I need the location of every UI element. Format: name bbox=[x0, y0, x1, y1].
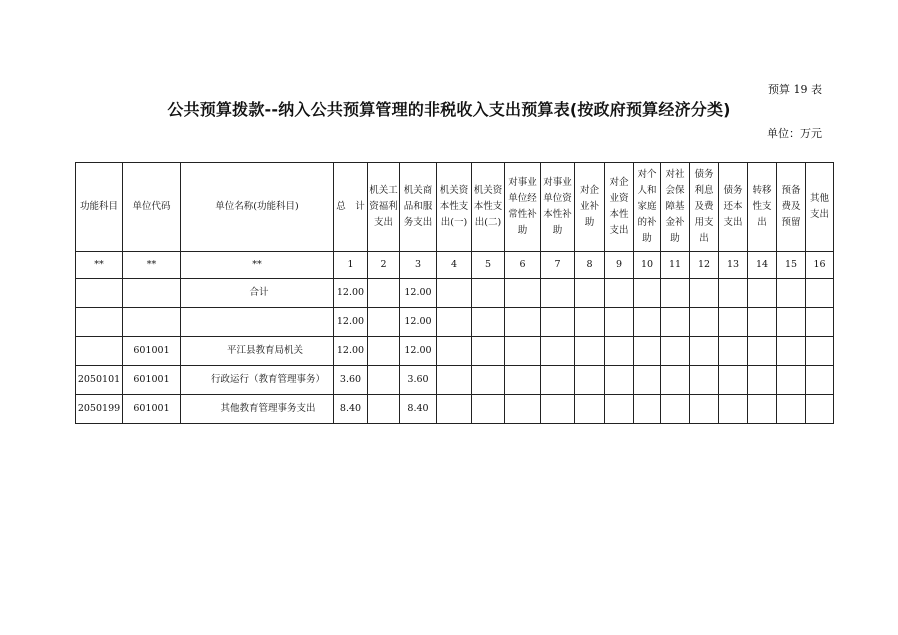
func-code-cell: 2050101 bbox=[76, 366, 123, 395]
value-cell bbox=[777, 366, 806, 395]
unit-name-cell bbox=[181, 308, 334, 337]
column-number: 2 bbox=[368, 252, 400, 279]
total-cell: 8.40 bbox=[334, 395, 368, 424]
value-cell bbox=[605, 279, 634, 308]
value-cell bbox=[661, 395, 690, 424]
subheader-row bbox=[76, 252, 834, 279]
page-title: 公共预算拨款--纳入公共预算管理的非税收入支出预算表(按政府预算经济分类) bbox=[167, 100, 731, 119]
value-cell bbox=[368, 279, 400, 308]
value-cell bbox=[472, 337, 505, 366]
value-cell bbox=[368, 337, 400, 366]
column-number: 16 bbox=[806, 252, 834, 279]
func-code-cell bbox=[76, 337, 123, 366]
value-cell bbox=[368, 395, 400, 424]
header-col: 机关资本性支出(二) bbox=[472, 163, 505, 252]
value-cell bbox=[806, 308, 834, 337]
value-cell bbox=[634, 337, 661, 366]
unit-code-cell: 601001 bbox=[123, 366, 181, 395]
header-col: 机关工资福利支出 bbox=[368, 163, 400, 252]
value-cell bbox=[748, 366, 777, 395]
column-number: 6 bbox=[505, 252, 541, 279]
func-code-cell bbox=[76, 308, 123, 337]
value-cell bbox=[719, 337, 748, 366]
value-cell bbox=[661, 366, 690, 395]
unit-code-cell bbox=[123, 308, 181, 337]
value-cell bbox=[541, 279, 575, 308]
value-cell bbox=[634, 366, 661, 395]
value-cell bbox=[634, 308, 661, 337]
column-number: 13 bbox=[719, 252, 748, 279]
table-row bbox=[76, 337, 834, 366]
header-col: 对事业单位经常性补助 bbox=[505, 163, 541, 252]
unit-name-cell: 行政运行（教育管理事务） bbox=[181, 366, 334, 395]
value-cell bbox=[748, 395, 777, 424]
subheader-cell: ** bbox=[181, 252, 334, 279]
value-cell bbox=[661, 337, 690, 366]
column-number: 9 bbox=[605, 252, 634, 279]
value-cell bbox=[575, 308, 605, 337]
table-row-total bbox=[76, 279, 834, 308]
value-cell bbox=[368, 308, 400, 337]
value-cell bbox=[690, 279, 719, 308]
column-number: 5 bbox=[472, 252, 505, 279]
value-cell bbox=[719, 279, 748, 308]
subheader-cell: ** bbox=[76, 252, 123, 279]
value-cell bbox=[605, 395, 634, 424]
value-cell bbox=[806, 395, 834, 424]
value-cell bbox=[541, 308, 575, 337]
value-cell bbox=[505, 308, 541, 337]
value-cell bbox=[437, 308, 472, 337]
value-cell bbox=[661, 279, 690, 308]
value-cell bbox=[690, 337, 719, 366]
column-number: 1 bbox=[334, 252, 368, 279]
func-code-cell: 2050199 bbox=[76, 395, 123, 424]
value-cell bbox=[605, 308, 634, 337]
value-cell bbox=[575, 337, 605, 366]
table-number: 预算 19 表 bbox=[768, 83, 822, 96]
header-col: 预备费及预留 bbox=[777, 163, 806, 252]
column-number: 10 bbox=[634, 252, 661, 279]
header-col: 机关商品和服务支出 bbox=[400, 163, 437, 252]
column-number: 7 bbox=[541, 252, 575, 279]
value-cell bbox=[472, 279, 505, 308]
header-unit-code: 单位代码 bbox=[123, 163, 181, 252]
func-code-cell bbox=[76, 279, 123, 308]
total-cell: 3.60 bbox=[334, 366, 368, 395]
value-cell bbox=[806, 366, 834, 395]
unit-code-cell bbox=[123, 279, 181, 308]
value-cell: 12.00 bbox=[400, 279, 437, 308]
value-cell bbox=[505, 366, 541, 395]
value-cell bbox=[634, 395, 661, 424]
unit-code-cell: 601001 bbox=[123, 395, 181, 424]
header-col: 债务利息及费用支出 bbox=[690, 163, 719, 252]
value-cell bbox=[605, 366, 634, 395]
value-cell bbox=[575, 395, 605, 424]
header-col: 对企业补助 bbox=[575, 163, 605, 252]
value-cell: 8.40 bbox=[400, 395, 437, 424]
value-cell bbox=[541, 366, 575, 395]
table-row bbox=[76, 308, 834, 337]
value-cell bbox=[437, 279, 472, 308]
header-unit-name: 单位名称(功能科目) bbox=[181, 163, 334, 252]
header-col: 其他支出 bbox=[806, 163, 834, 252]
header-func-code: 功能科目 bbox=[76, 163, 123, 252]
value-cell bbox=[748, 308, 777, 337]
header-col: 对事业单位资本性补助 bbox=[541, 163, 575, 252]
unit-code-cell: 601001 bbox=[123, 337, 181, 366]
value-cell bbox=[505, 395, 541, 424]
unit-name-cell: 平江县教育局机关 bbox=[181, 337, 334, 366]
unit-name-cell: 合计 bbox=[181, 279, 334, 308]
value-cell bbox=[575, 279, 605, 308]
value-cell bbox=[541, 337, 575, 366]
subheader-cell: ** bbox=[123, 252, 181, 279]
value-cell bbox=[806, 337, 834, 366]
value-cell: 3.60 bbox=[400, 366, 437, 395]
column-number: 12 bbox=[690, 252, 719, 279]
table-row bbox=[76, 366, 834, 395]
column-number: 4 bbox=[437, 252, 472, 279]
header-col: 对企业资本性支出 bbox=[605, 163, 634, 252]
value-cell bbox=[748, 279, 777, 308]
header-row bbox=[76, 163, 834, 252]
header-col: 转移性支出 bbox=[748, 163, 777, 252]
value-cell bbox=[719, 395, 748, 424]
total-cell: 12.00 bbox=[334, 337, 368, 366]
header-col: 对社会保障基金补助 bbox=[661, 163, 690, 252]
unit-label: 单位：万元 bbox=[767, 127, 822, 140]
value-cell bbox=[605, 337, 634, 366]
budget-table bbox=[75, 162, 834, 424]
column-number: 15 bbox=[777, 252, 806, 279]
value-cell bbox=[719, 308, 748, 337]
value-cell bbox=[368, 366, 400, 395]
value-cell bbox=[472, 395, 505, 424]
value-cell bbox=[719, 366, 748, 395]
header-col: 机关资本性支出(一) bbox=[437, 163, 472, 252]
value-cell bbox=[437, 366, 472, 395]
value-cell bbox=[777, 395, 806, 424]
value-cell bbox=[505, 337, 541, 366]
column-number: 14 bbox=[748, 252, 777, 279]
value-cell bbox=[690, 395, 719, 424]
unit-name-cell: 其他教育管理事务支出 bbox=[181, 395, 334, 424]
total-cell: 12.00 bbox=[334, 279, 368, 308]
value-cell bbox=[541, 395, 575, 424]
value-cell bbox=[690, 366, 719, 395]
value-cell bbox=[777, 308, 806, 337]
total-cell: 12.00 bbox=[334, 308, 368, 337]
column-number: 11 bbox=[661, 252, 690, 279]
value-cell bbox=[661, 308, 690, 337]
header-col: 债务还本支出 bbox=[719, 163, 748, 252]
table-row bbox=[76, 395, 834, 424]
value-cell bbox=[575, 366, 605, 395]
value-cell bbox=[472, 366, 505, 395]
value-cell bbox=[505, 279, 541, 308]
value-cell bbox=[777, 337, 806, 366]
value-cell bbox=[748, 337, 777, 366]
header-col: 对个人和家庭的补助 bbox=[634, 163, 661, 252]
value-cell bbox=[472, 308, 505, 337]
value-cell bbox=[437, 337, 472, 366]
value-cell bbox=[806, 279, 834, 308]
column-number: 8 bbox=[575, 252, 605, 279]
value-cell: 12.00 bbox=[400, 308, 437, 337]
value-cell bbox=[690, 308, 719, 337]
header-total: 总 计 bbox=[334, 163, 368, 252]
value-cell: 12.00 bbox=[400, 337, 437, 366]
column-number: 3 bbox=[400, 252, 437, 279]
value-cell bbox=[634, 279, 661, 308]
value-cell bbox=[777, 279, 806, 308]
value-cell bbox=[437, 395, 472, 424]
